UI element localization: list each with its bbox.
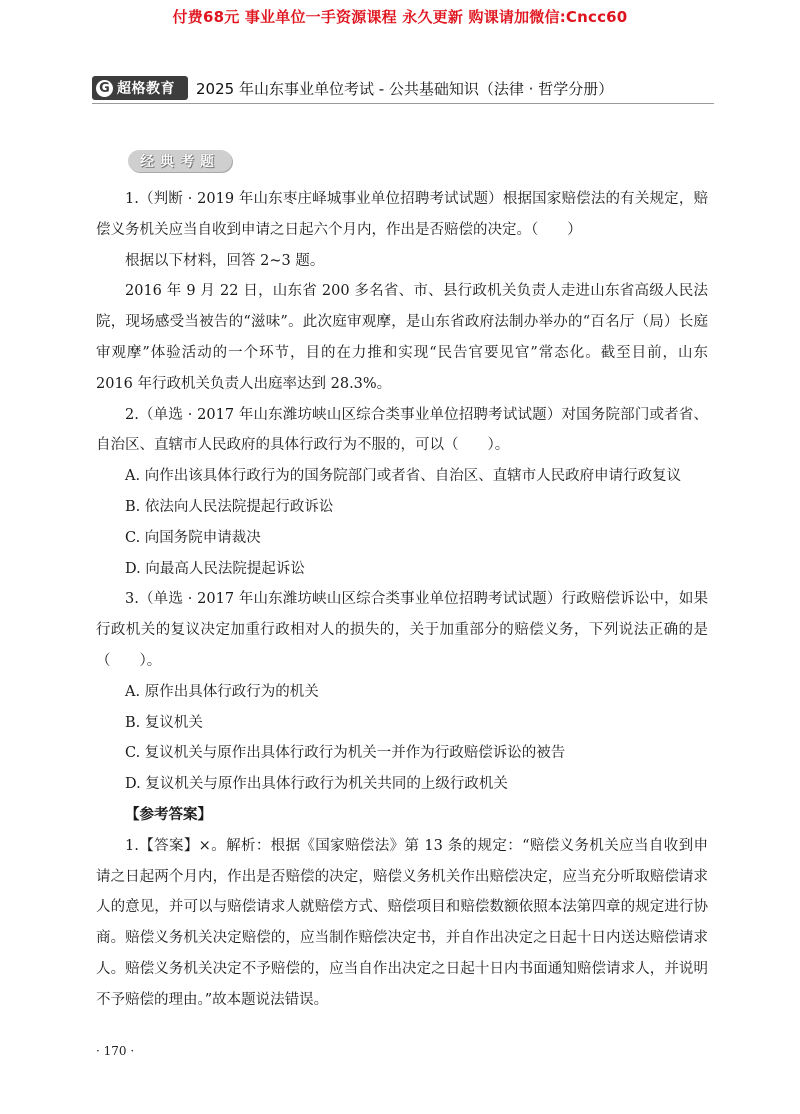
question-3-option-c: C. 复议机关与原作出具体行政行为机关一并作为行政赔偿诉讼的被告 [125,745,566,762]
question-1: 1.（判断 · 2019 年山东枣庄峄城事业单位招聘考试试题）根据国家赔偿法的有关规定，赔偿义务机关应当自收到申请之日起六个月内，作出是否赔偿的决定。（ ） [96,191,708,238]
publisher-logo [92,76,188,100]
question-2-option-b: B. 依法向人民法院提起行政诉讼 [125,498,334,515]
question-2-option-c: C. 向国务院申请裁决 [125,529,261,546]
material-intro: 根据以下材料，回答 2~3 题。 [125,252,325,269]
question-3-option-a: A. 原作出具体行政行为的机关 [125,683,319,700]
logo-text: 超格教育 [117,81,175,97]
question-2-option-a: A. 向作出该具体行政行为的国务院部门或者省、自治区、直辖市人民政府申请行政复议 [125,468,682,485]
page-number: · 170 · [96,1044,135,1058]
document-body [96,184,708,1016]
material-text: 2016 年 9 月 22 日，山东省 200 多名省、市、县行政机关负责人走进山东省高级人民法院，现场感受当被告的“滋味”。此次庭审观摩，是山东省政府法制办举办的“百名厅（局）长庭审观摩”体验活动的一个环节，目的在力推和实现“民告官要见官”常态化。截至目前，山东 2016 年行政机关负责人出庭率达到 28.3%。 [96,283,708,392]
question-3: 3.（单选 · 2017 年山东潍坊峡山区综合类事业单位招聘考试试题）行政赔偿诉讼中，如果行政机关的复议决定加重行政相对人的损失的，关于加重部分的赔偿义务，下列说法正确的是（ ）。 [96,591,708,669]
question-3-option-d: D. 复议机关与原作出具体行政行为机关共同的上级行政机关 [125,776,508,793]
answer-1: 1.【答案】×。解析：根据《国家赔偿法》第 13 条的规定：“赔偿义务机关应当自收到申请之日起两个月内，作出是否赔偿的决定，赔偿义务机关作出赔偿决定，应当充分听取赔偿请求人的意见，并可以与赔偿请求人就赔偿方式、赔偿项目和赔偿数额依照本法第四章的规定进行协商。赔偿义务机关决定赔偿的，应当制作赔偿决定书，并自作出决定之日起十日内送达赔偿请求人。赔偿义务机关决定不予赔偿的，应当自作出决定之日起十日内书面通知赔偿请求人，并说明不予赔偿的理由。”故本题说法错误。 [96,837,708,1008]
question-2: 2.（单选 · 2017 年山东潍坊峡山区综合类事业单位招聘考试试题）对国务院部门或者省、自治区、直辖市人民政府的具体行政行为不服的，可以（ ）。 [96,406,708,454]
page-header [92,76,714,102]
header-title: 2025 年山东事业单位考试 - 公共基础知识（法律 · 哲学分册） [196,80,614,98]
watermark-banner: 付费68元 事业单位一手资源课程 永久更新 购课请加微信:Cncc60 [172,8,628,26]
question-3-option-b: B. 复议机关 [125,714,203,731]
logo-g-icon: G [96,80,113,97]
answer-heading: 【参考答案】 [125,805,212,823]
header-divider [92,103,714,104]
section-tag: 经典考题 [128,150,232,172]
question-2-option-d: D. 向最高人民法院提起诉讼 [125,560,305,577]
